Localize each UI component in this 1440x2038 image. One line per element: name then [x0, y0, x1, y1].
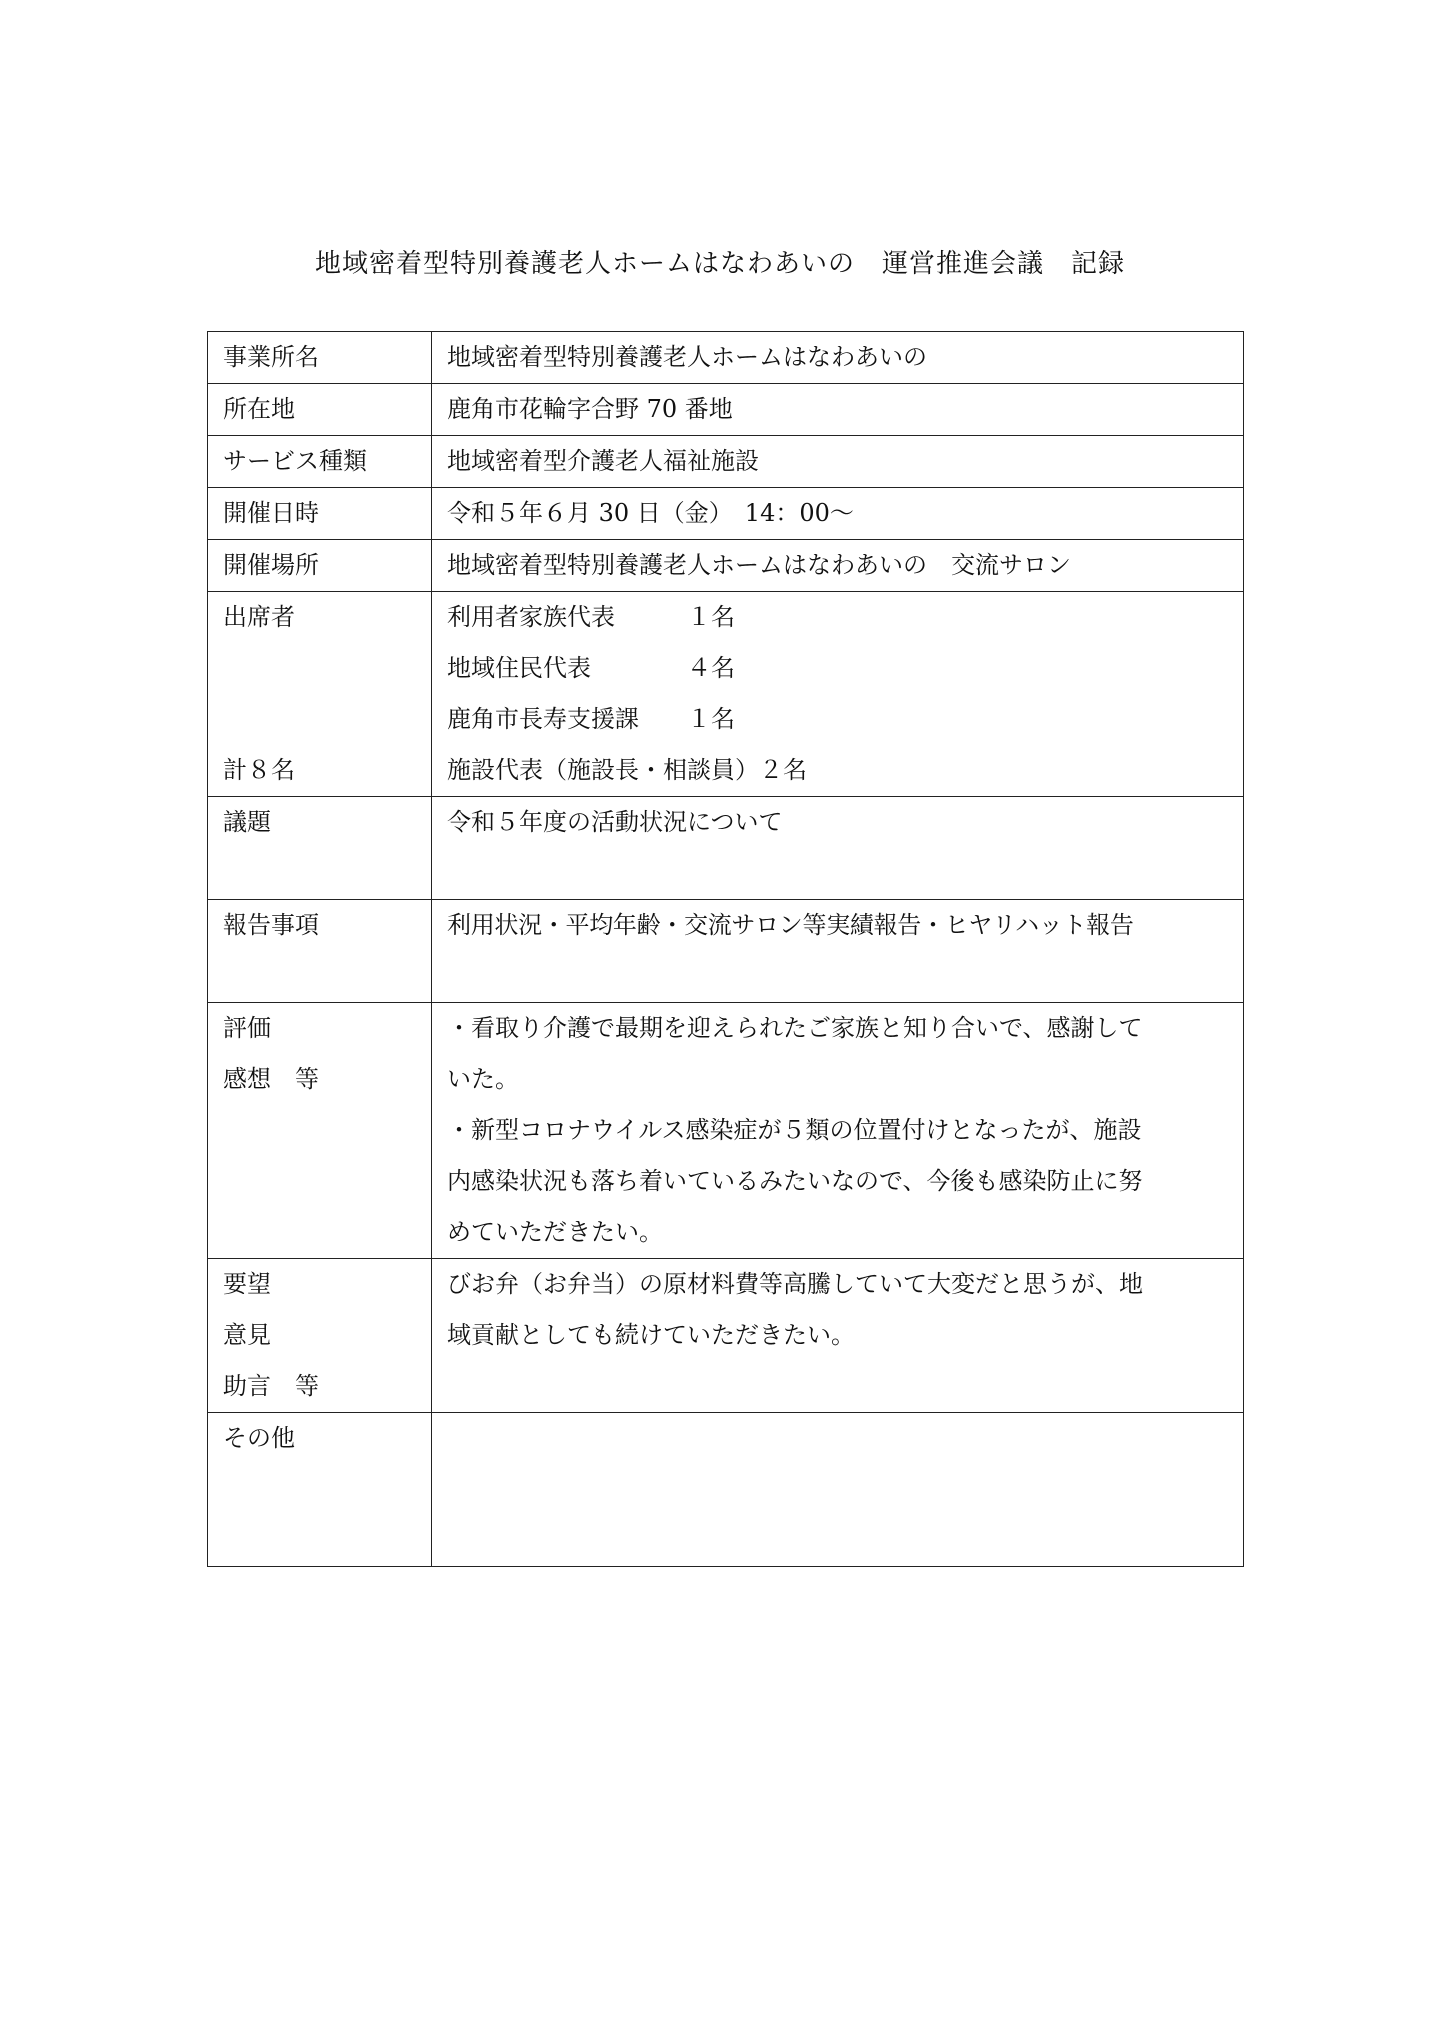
attendees-total: 計８名: [223, 756, 295, 784]
requests-content: [432, 1259, 1244, 1413]
evaluation-content: [432, 1003, 1244, 1259]
office-label: 事業所名: [208, 332, 432, 384]
datetime-label: 開催日時: [208, 488, 432, 540]
datetime-text: 令和５年６月 30 日（金） 14：00～: [447, 499, 854, 527]
evaluation-label: 評価: [223, 1014, 271, 1042]
agenda-label: 議題: [208, 797, 432, 900]
attendee-count: １名: [687, 603, 735, 631]
row-requests: [208, 1259, 1244, 1413]
address-label: 所在地: [208, 384, 432, 436]
venue-label: 開催場所: [208, 540, 432, 592]
datetime-value: [432, 488, 1244, 540]
opinions-label: 意見: [223, 1321, 271, 1349]
row-evaluation: [208, 1003, 1244, 1259]
attendee-item: [447, 745, 1233, 796]
attendees-label: 出席者: [223, 603, 295, 631]
evaluation-line: 内感染状況も落ち着いているみたいなので、今後も感染防止に努: [447, 1167, 1143, 1195]
row-other: [208, 1413, 1244, 1567]
venue-value: 地域密着型特別養護老人ホームはなわあいの 交流サロン: [432, 540, 1244, 592]
evaluation-line: いた。: [447, 1065, 519, 1093]
attendee-name: 利用者家族代表: [447, 603, 615, 631]
row-office: [208, 332, 1244, 384]
attendee-name: 地域住民代表: [447, 654, 591, 682]
service-type-label: サービス種類: [208, 436, 432, 488]
attendee-count: ４名: [687, 654, 735, 682]
service-type-value: 地域密着型介護老人福祉施設: [432, 436, 1244, 488]
row-report: [208, 900, 1244, 1003]
attendee-name: 鹿角市長寿支援課: [447, 705, 639, 733]
agenda-value: 令和５年度の活動状況について: [432, 797, 1244, 900]
requests-label: 要望: [223, 1270, 271, 1298]
meeting-record-table: [207, 331, 1244, 1567]
requests-label-cell: [208, 1259, 432, 1413]
address-value: 鹿角市花輪字合野 70 番地: [432, 384, 1244, 436]
row-venue: [208, 540, 1244, 592]
row-datetime: [208, 488, 1244, 540]
attendees-label-cell: [208, 592, 432, 797]
attendees-list: [432, 592, 1244, 797]
attendee-item: [447, 592, 1233, 643]
report-label: 報告事項: [208, 900, 432, 1003]
evaluation-line: ・看取り介護で最期を迎えられたご家族と知り合いで、感謝して: [447, 1014, 1143, 1042]
office-value: 地域密着型特別養護老人ホームはなわあいの: [432, 332, 1244, 384]
other-label: その他: [208, 1413, 432, 1567]
advice-label: 助言 等: [223, 1372, 319, 1400]
row-address: [208, 384, 1244, 436]
attendee-item: [447, 643, 1233, 694]
report-text: 利用状況・平均年齢・交流サロン等実績報告・ヒヤリハット報告: [447, 911, 1134, 939]
row-service-type: [208, 436, 1244, 488]
other-value: [432, 1413, 1244, 1567]
requests-line: 域貢献としても続けていただきたい。: [447, 1321, 855, 1349]
evaluation-line: ・新型コロナウイルス感染症が５類の位置付けとなったが、施設: [447, 1116, 1142, 1144]
document-title: 地域密着型特別養護老人ホームはなわあいの 運営推進会議 記録: [314, 249, 1125, 279]
row-agenda: [208, 797, 1244, 900]
evaluation-label-cell: [208, 1003, 432, 1259]
requests-line: びお弁（お弁当）の原材料費等高騰していて大変だと思うが、地: [447, 1270, 1143, 1298]
attendee-count: １名: [687, 705, 735, 733]
attendee-name: 施設代表（施設長・相談員）２名: [447, 756, 807, 784]
attendee-item: [447, 694, 1233, 745]
row-attendees: [208, 592, 1244, 797]
evaluation-line: めていただきたい。: [447, 1218, 663, 1246]
report-value: [432, 900, 1244, 1003]
impressions-label: 感想 等: [223, 1065, 319, 1093]
